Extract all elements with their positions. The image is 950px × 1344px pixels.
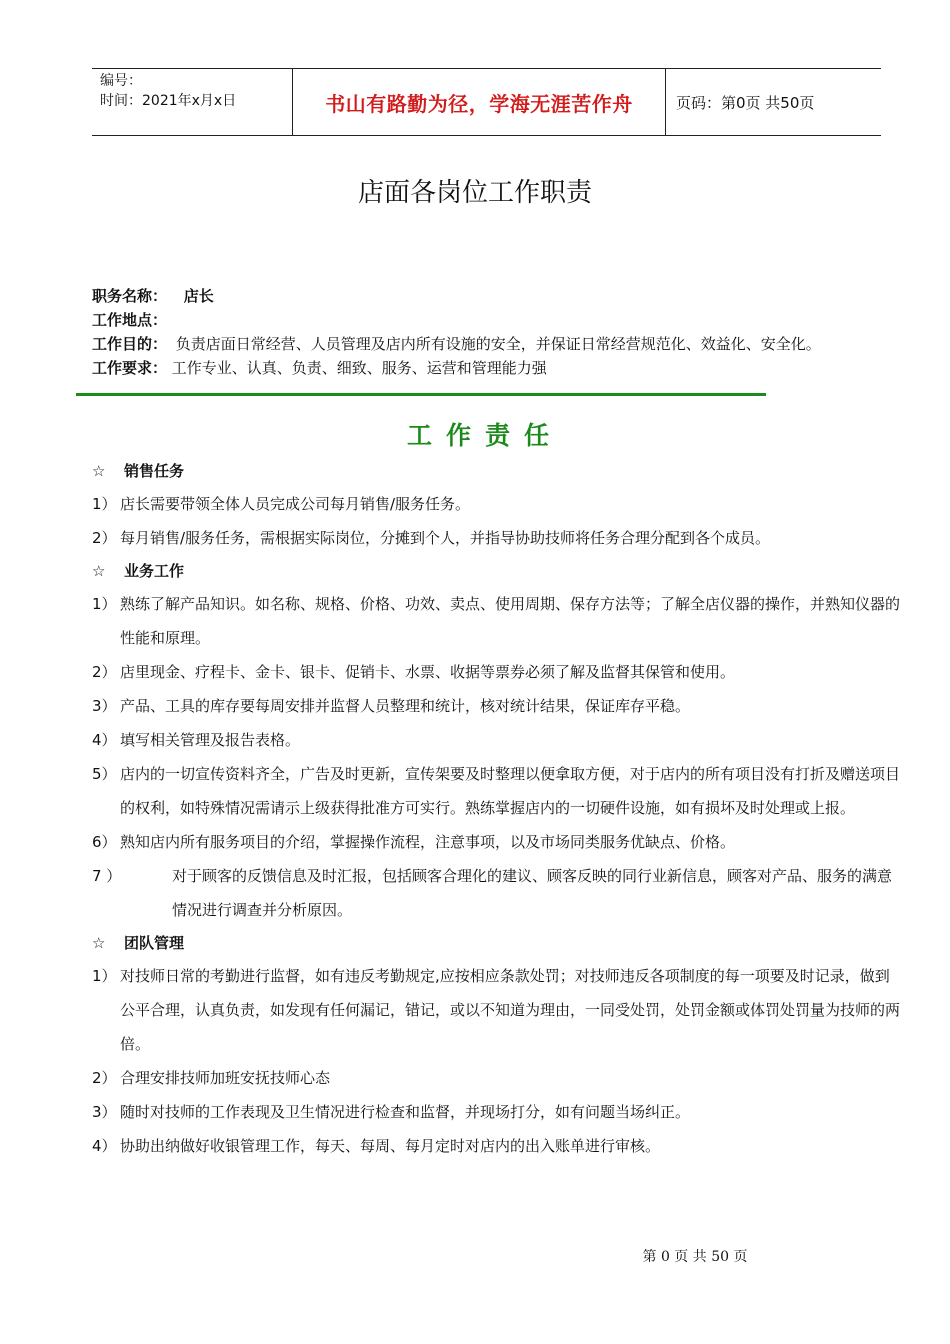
item-text: 填写相关管理及报告表格。 [120, 731, 301, 749]
item-text: 协助出纳做好收银管理工作，每天、每周、每月定时对店内的出入账单进行审核。 [120, 1137, 661, 1155]
item-text: 每月销售/服务任务，需根据实际岗位，分摊到个人，并指导协助技师将任务合理分配到各个成员。 [120, 529, 771, 547]
item-text: 合理安排技师加班安抚技师心态 [120, 1069, 331, 1087]
document-title: 店面各岗位工作职责 [357, 178, 592, 208]
section-heading-label: 业务工作 [124, 562, 185, 580]
number-label: 编号： [100, 73, 142, 89]
meta-location-key: 工作地点： [92, 311, 168, 329]
page-footer: 第 0 页 共 50 页 [642, 1249, 748, 1265]
section-heading-business [92, 555, 902, 587]
list-item [92, 1095, 902, 1129]
section-heading-label: 销售任务 [124, 462, 185, 480]
item-number: 1） [92, 495, 117, 513]
meta-purpose-value: 负责店面日常经营、人员管理及店内所有设施的安全，并保证日常经营规范化、效益化、安全化。 [175, 335, 821, 353]
list-item [92, 1061, 902, 1095]
list-item [92, 723, 902, 757]
item-number: 2） [92, 1069, 117, 1087]
list-item [92, 587, 902, 655]
list-item [92, 959, 902, 1061]
job-meta [92, 284, 912, 380]
header-table [92, 68, 881, 136]
meta-position-key: 职务名称： [92, 287, 168, 305]
meta-requirement-key: 工作要求： [92, 359, 168, 377]
header-left-cell [92, 69, 293, 135]
item-text: 对于顾客的反馈信息及时汇报，包括顾客合理化的建议、顾客反映的同行业新信息，顾客对产品、服务的满意情况进行调查并分析原因。 [172, 867, 893, 919]
item-text: 店里现金、疗程卡、金卡、银卡、促销卡、水票、收据等票券必须了解及监督其保管和使用。 [120, 663, 736, 681]
item-number: 3） [92, 1103, 117, 1121]
item-text: 熟练了解产品知识。如名称、规格、价格、功效、卖点、使用周期、保存方法等；了解全店仪器的操作，并熟知仪器的性能和原理。 [120, 595, 901, 647]
divider-rule [76, 393, 766, 396]
meta-requirement [92, 356, 912, 380]
meta-position [92, 284, 912, 308]
header-page-label: 页码：第0页 共50页 [676, 93, 815, 112]
item-number: 1） [92, 967, 117, 985]
item-number: 3） [92, 697, 117, 715]
meta-purpose [92, 332, 912, 356]
meta-purpose-key: 工作目的： [92, 335, 168, 353]
item-number: 1） [92, 595, 117, 613]
star-icon: ☆ [92, 562, 106, 580]
item-number: 4） [92, 1137, 117, 1155]
item-text: 产品、工具的库存要每周安排并监督人员整理和统计，核对统计结果，保证库存平稳。 [120, 697, 691, 715]
list-item [92, 655, 902, 689]
item-number: 6） [92, 833, 117, 851]
meta-location [92, 308, 912, 332]
list-item [92, 487, 902, 521]
item-number: 2） [92, 663, 117, 681]
section-heading-label: 团队管理 [124, 934, 185, 952]
item-number: 7 ） [92, 867, 122, 885]
section-title: 工作责任 [406, 421, 563, 450]
item-number: 5） [92, 765, 117, 783]
list-item [92, 689, 902, 723]
list-item [92, 521, 902, 555]
star-icon: ☆ [92, 462, 106, 480]
item-text: 店长需要带领全体人员完成公司每月销售/服务任务。 [120, 495, 471, 513]
list-item [92, 757, 902, 825]
responsibilities-content [92, 455, 902, 1163]
item-number: 4） [92, 731, 117, 749]
item-number: 2） [92, 529, 117, 547]
star-icon: ☆ [92, 934, 106, 952]
meta-position-value: 店长 [183, 287, 214, 305]
meta-requirement-value: 工作专业、认真、负责、细致、服务、运营和管理能力强 [171, 359, 547, 377]
section-heading-sales [92, 455, 902, 487]
list-item [92, 1129, 902, 1163]
item-text: 熟知店内所有服务项目的介绍，掌握操作流程，注意事项，以及市场同类服务优缺点、价格。 [120, 833, 736, 851]
section-heading-team [92, 927, 902, 959]
list-item [92, 825, 902, 859]
header-motto: 书山有路勤为径，学海无涯苦作舟 [293, 69, 666, 135]
item-text: 店内的一切宣传资料齐全，广告及时更新，宣传架要及时整理以便拿取方便，对于店内的所有项目没有打折及赠送项目的权利，如特殊情况需请示上级获得批准方可实行。熟练掌握店内的一切硬件设施，如有损坏及时处理或上报。 [120, 765, 901, 817]
item-text: 随时对技师的工作表现及卫生情况进行检查和监督，并现场打分，如有问题当场纠正。 [120, 1103, 691, 1121]
time-label: 时间：2021年x月x日 [100, 93, 237, 109]
list-item [92, 859, 902, 927]
item-text: 对技师日常的考勤进行监督，如有违反考勤规定,应按相应条款处罚；对技师违反各项制度的每一项要及时记录，做到公平合理，认真负责，如发现有任何漏记，错记，或以不知道为理由，一同受处罚，处罚金额或体罚处罚量为技师的两倍。 [120, 967, 901, 1053]
